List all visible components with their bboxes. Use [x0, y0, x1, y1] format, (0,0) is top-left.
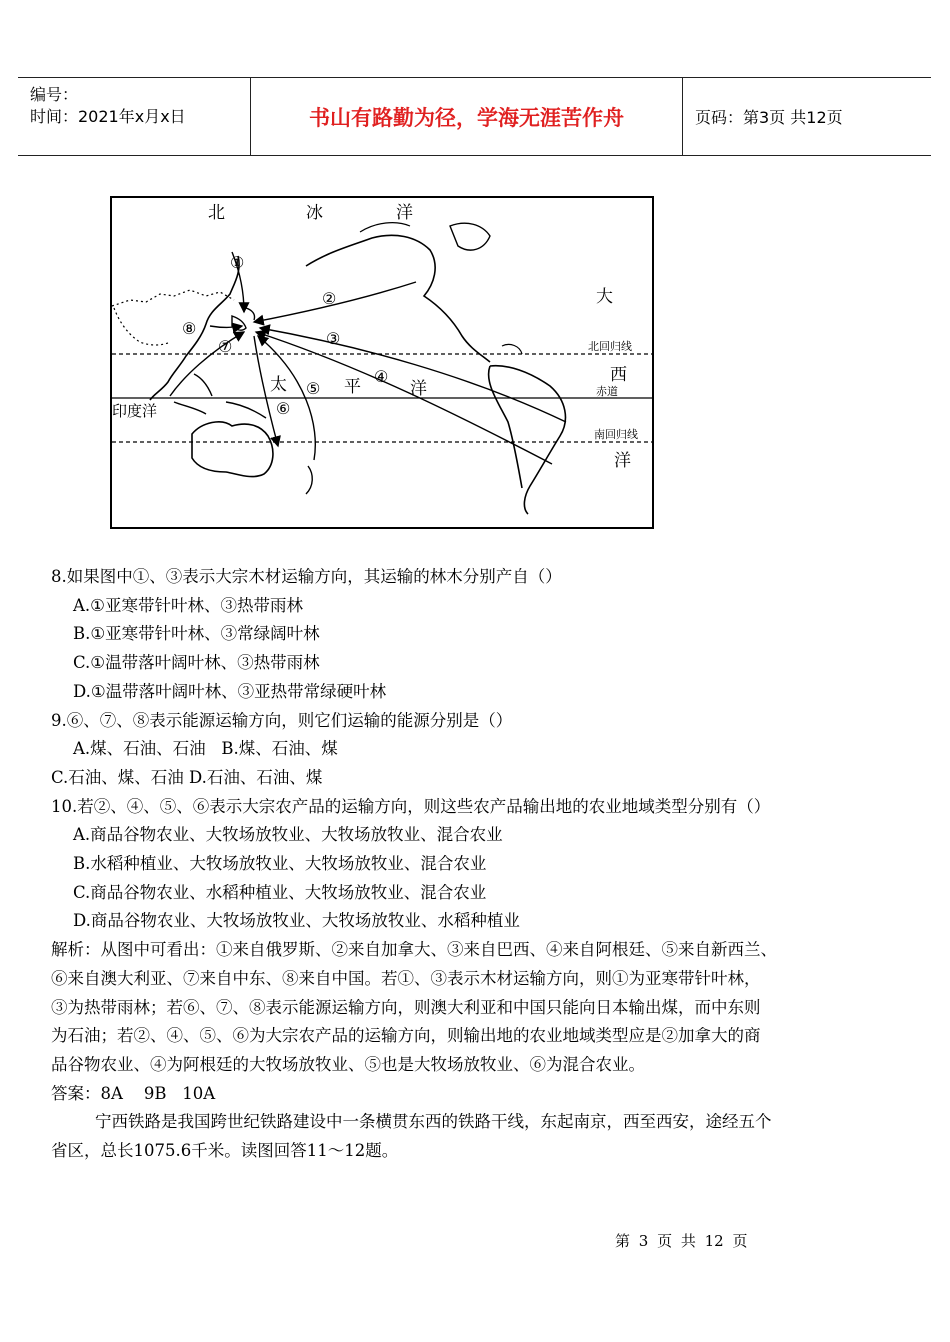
label-da: 大: [596, 287, 613, 307]
label-tropic-north: 北回归线: [588, 340, 632, 353]
intro-line-1: 宁西铁路是我国跨世纪铁路建设中一条横贯东西的铁路干线，东起南京，西至西安，途经五个: [95, 1112, 772, 1132]
route-number-5: ⑤: [306, 379, 321, 398]
answer-line: 答案：8A 9B 10A: [51, 1083, 216, 1103]
q8-option-c: C.①温带落叶阔叶林、③热带雨林: [73, 653, 320, 673]
world-map-svg: [110, 196, 654, 529]
analysis-line-2: ⑥来自澳大利亚、⑦来自中东、⑧来自中国。若①、③表示木材运输方向，则①为亚寒带针叶林，: [51, 968, 761, 988]
q9-stem: 9.⑥、⑦、⑧表示能源运输方向，则它们运输的能源分别是（）: [51, 710, 513, 730]
q8-option-d: D.①温带落叶阔叶林、③亚热带常绿硬叶林: [73, 681, 387, 701]
header-motto: 书山有路勤为径，学海无涯苦作舟: [251, 78, 683, 155]
time-label: 时间：2021年x月x日: [30, 107, 186, 126]
route-number-1: ①: [230, 253, 245, 272]
analysis-line-3: ③为热带雨林；若⑥、⑦、⑧表示能源运输方向，则澳大利亚和中国只能向日本输出煤，而中东则: [51, 997, 761, 1017]
route-number-7: ⑦: [218, 337, 233, 356]
world-map-figure: [110, 196, 654, 529]
q9-options-line2: C.石油、煤、石油 D.石油、石油、煤: [51, 767, 323, 787]
q8-option-b: B.①亚寒带针叶林、③常绿阔叶林: [73, 624, 320, 644]
page-header: [18, 77, 931, 156]
analysis-line-4: 为石油；若②、④、⑤、⑥为大宗农产品的运输方向，则输出地的农业地域类型应是②加拿大的商: [51, 1026, 761, 1046]
route-number-2: ②: [322, 289, 337, 308]
label-ocean-top: 洋: [396, 203, 413, 223]
analysis-line-1: 解析：从图中可看出：①来自俄罗斯、②来自加拿大、③来自巴西、④来自阿根廷、⑤来自新西兰、: [51, 940, 777, 960]
label-tai: 太: [270, 375, 287, 395]
analysis-line-5: 品谷物农业、④为阿根廷的大牧场放牧业、⑤也是大牧场放牧业、⑥为混合农业。: [51, 1054, 645, 1074]
route-number-3: ③: [326, 329, 341, 348]
q10-stem: 10.若②、④、⑤、⑥表示大宗农产品的运输方向，则这些农产品输出地的农业地域类型分别有（）: [51, 796, 771, 816]
question-content: [51, 563, 911, 1166]
page-footer: 第 3 页 共 12 页: [615, 1232, 748, 1250]
q9-options-line1: A.煤、石油、石油 B.煤、石油、煤: [73, 739, 338, 759]
header-meta: [18, 78, 251, 155]
q10-option-d: D.商品谷物农业、大牧场放牧业、大牧场放牧业、水稻种植业: [73, 911, 520, 931]
label-ping: 平: [344, 377, 361, 397]
route-number-8: ⑧: [182, 319, 197, 338]
q10-option-a: A.商品谷物农业、大牧场放牧业、大牧场放牧业、混合农业: [73, 825, 503, 845]
label-north: 北: [208, 203, 225, 223]
route-number-4: ④: [374, 367, 389, 386]
map-frame: [111, 197, 653, 528]
label-tropic-south: 南回归线: [594, 428, 638, 441]
label-indian-ocean: 印度洋: [112, 402, 158, 420]
number-label: 编号：: [30, 85, 79, 104]
label-equator: 赤道: [596, 385, 618, 398]
q10-option-c: C.商品谷物农业、水稻种植业、大牧场放牧业、混合农业: [73, 882, 487, 902]
label-yang-right: 洋: [614, 451, 631, 471]
q8-option-a: A.①亚寒带针叶林、③热带雨林: [73, 595, 303, 615]
label-ice: 冰: [306, 203, 323, 223]
label-yang-mid: 洋: [410, 379, 427, 399]
label-xi: 西: [610, 365, 627, 385]
header-page-label: 页码：第3页 共12页: [695, 108, 843, 127]
route-number-6: ⑥: [276, 399, 291, 418]
q8-stem: 8.如果图中①、③表示大宗木材运输方向，其运输的林木分别产自（）: [51, 567, 562, 586]
intro-line-2: 省区，总长1075.6千米。读图回答11～12题。: [51, 1141, 399, 1161]
q10-option-b: B.水稻种植业、大牧场放牧业、大牧场放牧业、混合农业: [73, 854, 487, 874]
